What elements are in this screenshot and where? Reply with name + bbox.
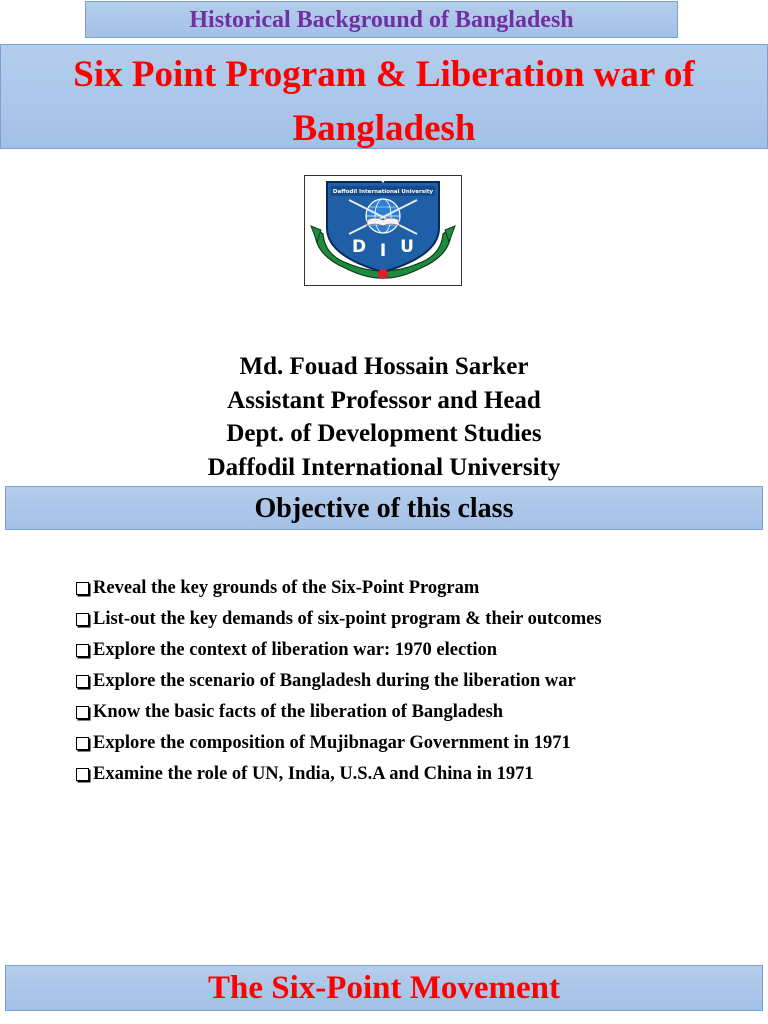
list-item xyxy=(76,666,756,697)
title-line-2: Bangladesh xyxy=(292,108,476,149)
svg-text:I: I xyxy=(379,241,387,261)
objective-list xyxy=(76,573,756,790)
six-point-banner xyxy=(5,965,763,1011)
list-item xyxy=(76,728,756,759)
svg-text:Daffodil International Univers: Daffodil International University xyxy=(332,189,434,195)
title-line-1: Six Point Program & Liberation war of xyxy=(73,54,695,95)
objective-banner xyxy=(5,486,763,530)
svg-text:U: U xyxy=(400,237,414,257)
checkbox-bullet-icon xyxy=(76,737,89,750)
list-item xyxy=(76,759,756,790)
checkbox-bullet-icon xyxy=(76,644,89,657)
checkbox-bullet-icon xyxy=(76,675,89,688)
subtitle-text: Historical Background of Bangladesh xyxy=(189,7,574,33)
list-item xyxy=(76,573,756,604)
list-item-text: List-out the key demands of six-point program & their outcomes xyxy=(93,609,602,629)
checkbox-bullet-icon xyxy=(76,582,89,595)
list-item xyxy=(76,635,756,666)
list-item-text: Explore the scenario of Bangladesh during the liberation war xyxy=(93,671,576,691)
list-item xyxy=(76,604,756,635)
list-item xyxy=(76,697,756,728)
list-item-text: Explore the composition of Mujibnagar Government in 1971 xyxy=(93,733,571,753)
list-item-text: Know the basic facts of the liberation of Bangladesh xyxy=(93,702,504,722)
six-point-heading: The Six-Point Movement xyxy=(208,970,560,1006)
author-position: Assistant Professor and Head xyxy=(227,386,541,414)
author-department: Dept. of Development Studies xyxy=(226,420,542,447)
author-university: Daffodil International University xyxy=(207,453,561,481)
svg-text:★: ★ xyxy=(380,179,386,185)
author-block xyxy=(0,350,768,484)
checkbox-bullet-icon xyxy=(76,706,89,719)
checkbox-bullet-icon xyxy=(76,768,89,781)
author-name: Md. Fouad Hossain Sarker xyxy=(239,353,529,380)
title-banner xyxy=(0,44,768,149)
objective-heading: Objective of this class xyxy=(254,493,514,524)
list-item-text: Examine the role of UN, India, U.S.A and China in 1971 xyxy=(93,764,534,784)
svg-text:D: D xyxy=(351,237,367,257)
subtitle-banner xyxy=(85,1,678,38)
list-item-text: Reveal the key grounds of the Six-Point Program xyxy=(93,578,480,598)
checkbox-bullet-icon xyxy=(76,613,89,626)
diu-logo-icon xyxy=(304,175,462,286)
list-item-text: Explore the context of liberation war: 1970 election xyxy=(93,640,498,660)
